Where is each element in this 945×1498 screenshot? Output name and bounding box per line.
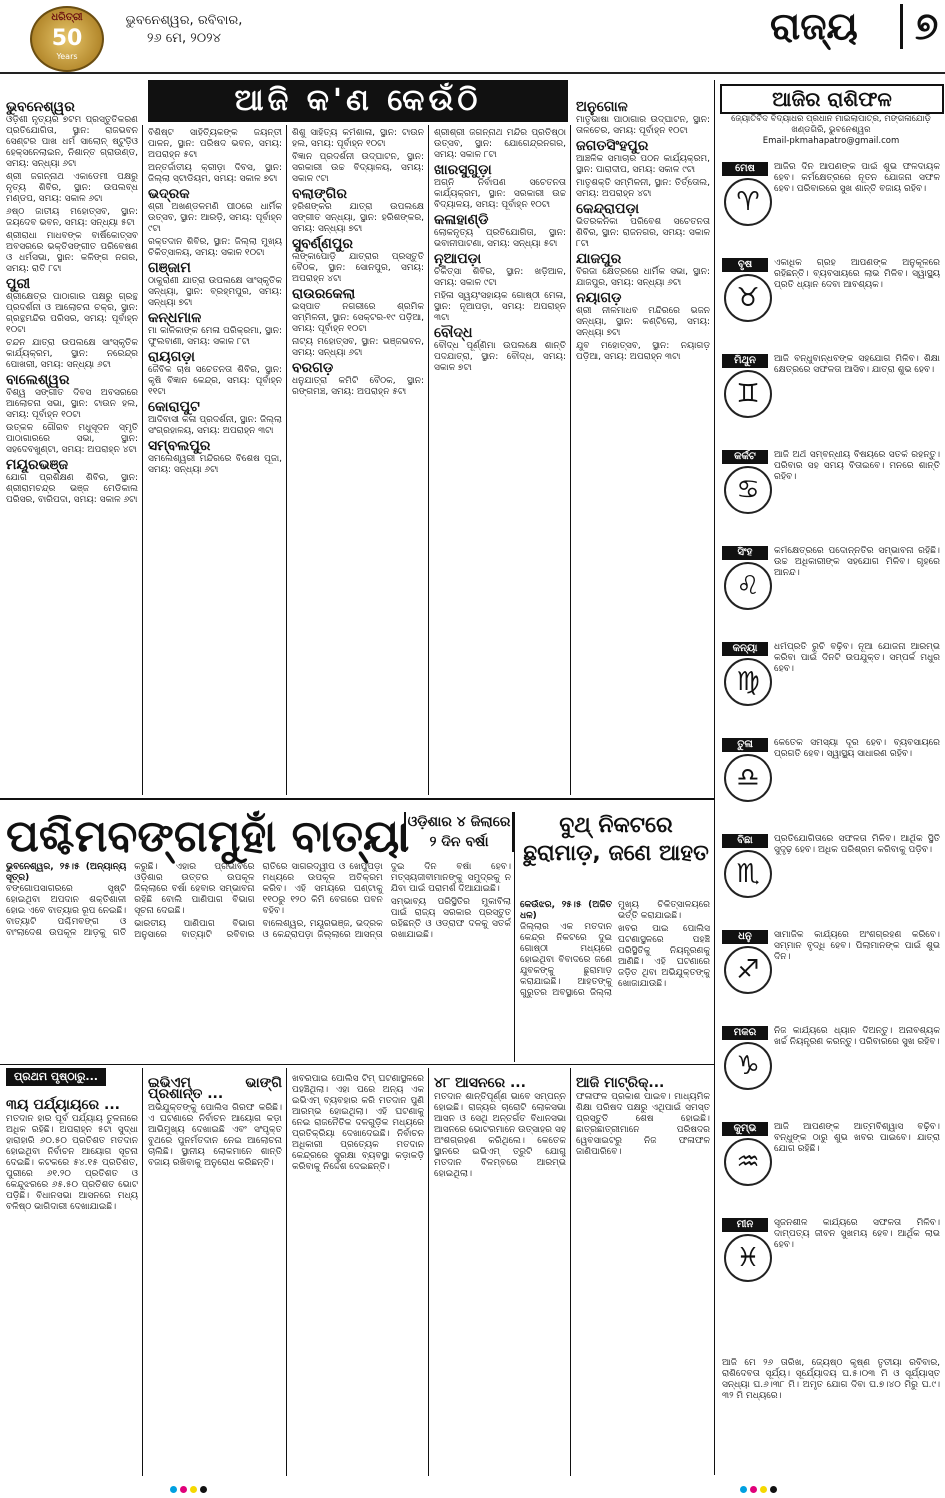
rashi-sign <box>722 354 940 448</box>
continuation-heading: ଇଭିଏମ୍ ଭାଙ୍ଗି ପ୍ରଶାନ୍ତ ... <box>148 1075 282 1102</box>
rashi-sign-name: ସିଂହ <box>722 546 768 560</box>
district-heading: ନୟାଗଡ଼ <box>576 290 622 306</box>
rashi-sign <box>722 258 940 352</box>
event-listing: ଯୁବ ମହୋତ୍ସବ, ସ୍ଥାନ: ନୟାଗଡ଼ ପଡ଼ିଆ, ସମୟ: ଅପରାହ୍ନ ୩ଟା <box>576 341 710 362</box>
rashi-prediction: କର୍ମକ୍ଷେତ୍ରରେ ପଦୋନ୍ନତିର ସମ୍ଭାବନା ରହିଛି। ଉଚ୍ଚ ଅଧିକାରୀଙ୍କ ସହଯୋଗ ମିଳିବ। ଗୃହରେ ଆନନ୍ଦ। <box>774 546 940 578</box>
event-listing: ଶିଶୁ ସାହିତ୍ୟ କର୍ମଶାଳା, ସ୍ଥାନ: ଟାଉନ ହଲ, ସମୟ: ପୂର୍ବାହ୍ନ ୧୦ଟା <box>292 128 424 149</box>
registration-dot <box>170 1486 177 1493</box>
continuation-text: ମତଦାନ ଶାନ୍ତିପୂର୍ଣ୍ଣ ଭାବେ ସମ୍ପନ୍ନ ହୋଇଛି। ରାଜ୍ୟର ଚାରୋଟି ଲୋକସଭା ଆସନ ଓ ସେଥି ଅନ୍ତର୍ଗତ ବିଧାନସଭା ଆସନରେ ଭୋଟରମାନେ ଉତ୍ସାହର ସହ ଅଂଶଗ୍ରହଣ କରିଥିଲେ। କେତେକ ସ୍ଥାନରେ ଇଭିଏମ୍ ତ୍ରୁଟି ଯୋଗୁ ମତଦାନ ବିଳମ୍ବରେ ଆରମ୍ଭ ହୋଇଥିଲା। <box>434 1092 566 1179</box>
clash-headline: ବୁଥ୍ ନିକଟରେ ଛୁରାମାଡ଼, ଜଣେ ଆହତ <box>523 813 709 866</box>
print-registration-bar <box>0 1480 945 1498</box>
district-heading: ପୁରୀ <box>6 276 31 292</box>
event-listing: ଶ୍ରୀ ଅଖଣ୍ଡଳମଣି ପୀଠରେ ଧାର୍ମିକ ଉତ୍ସବ, ସ୍ଥାନ: ଆରଡ଼ି, ସମୟ: ପୂର୍ବାହ୍ନ ୯ଟା <box>148 202 282 234</box>
event-listing: ଜୈବିକ ଚାଷ ସଚେତନତା ଶିବିର, ସ୍ଥାନ: କୃଷି ବିଜ୍ଞାନ କେନ୍ଦ୍ର, ସମୟ: ପୂର୍ବାହ୍ନ ୧୧ଟା <box>148 365 282 397</box>
event-listing: ଲୋକନୃତ୍ୟ ପ୍ରତିଯୋଗିତା, ସ୍ଥାନ: ଭବାନୀପାଟଣା, ସମୟ: ସନ୍ଧ୍ୟା ୫ଟା <box>434 228 566 249</box>
continuation-heading: ଆଜି ମାଟ୍ରିକ୍... <box>576 1075 665 1091</box>
district-heading: କେନ୍ଦ୍ରାପଡ଼ା <box>576 201 640 217</box>
event-listing: ୬ଷ୍ଠ ଜାତୀୟ ମହୋତ୍ସବ, ସ୍ଥାନ: ଜୟଦେବ ଭବନ, ସମୟ: ସନ୍ଧ୍ୟା ୫ଟା <box>6 207 138 228</box>
district-heading: ଅନୁଗୋଳ <box>576 99 628 115</box>
rashi-sign-name: କୁମ୍ଭ <box>722 1122 768 1136</box>
event-listing: ଲଙ୍କାପୋଡ଼ି ଯାତ୍ରାର ପ୍ରସ୍ତୁତି ବୈଠକ, ସ୍ଥାନ: ସୋନପୁର, ସମୟ: ଅପରାହ୍ନ ୪ଟା <box>292 252 424 284</box>
first-page-label: ପ୍ରଥମ ପୃଷ୍ଠାରୁ... <box>6 1068 106 1086</box>
event-listing: ହରିଶଙ୍କର ଯାତ୍ରା ଉପଲକ୍ଷେ ସଙ୍ଗୀତ ସନ୍ଧ୍ୟା, ସ୍ଥାନ: ହରିଶଙ୍କର, ସମୟ: ସନ୍ଧ୍ୟା ୭ଟା <box>292 202 424 234</box>
district-heading: ଯାଜପୁର <box>576 251 622 267</box>
event-listing: ବିରଜା କ୍ଷେତ୍ରରେ ଧାର୍ମିକ ସଭା, ସ୍ଥାନ: ଯାଜପୁର, ସମୟ: ସନ୍ଧ୍ୟା ୬ଟା <box>576 267 710 288</box>
event-listing: ବିଶିଷ୍ଟ ସାହିତ୍ୟିକଙ୍କ ଜୟନ୍ତୀ ପାଳନ, ସ୍ଥାନ: ପରିଷଦ ଭବନ, ସମୟ: ଅପରାହ୍ନ ୫ଟା <box>148 128 282 160</box>
rashi-sign-name: ମିଥୁନ <box>722 354 768 368</box>
zodiac-icon: ♌ <box>724 562 772 610</box>
registration-dot <box>770 1486 777 1493</box>
rashi-prediction: କେତେକ ସମସ୍ୟା ଦୂର ହେବ। ବ୍ୟବସାୟରେ ପ୍ରଗତି ହେବ। ସ୍ୱାସ୍ଥ୍ୟ ସାଧାରଣ ରହିବ। <box>774 738 940 759</box>
district-heading: ସୁବର୍ଣ୍ଣପୁର <box>292 236 353 252</box>
continuation-text: ଅଭିଯୁକ୍ତଙ୍କୁ ପୋଲିସ ଗିରଫ କରିଛି। ଏ ଘଟଣାରେ ନିର୍ବାଚନ ଆୟୋଗ କଡ଼ା ଆଭିମୁଖ୍ୟ ଦେଖାଇଛି ଏବଂ ସଂପୃକ୍ତ ବୁଥରେ ପୁନର୍ମତଦାନ ନେଇ ଆଲୋଚନା ଚାଲିଛି। ସ୍ଥାନୀୟ ଲୋକମାନେ ଶାନ୍ତି ବଜାୟ ରଖିବାକୁ ଅନୁରୋଧ କରିଛନ୍ତି। <box>148 1103 282 1168</box>
dateline <box>114 12 254 48</box>
logo-brand: ଧରିତ୍ରୀ <box>51 12 83 23</box>
events-column <box>6 98 138 793</box>
anniversary-logo <box>30 6 104 72</box>
district-heading: କଳାହାଣ୍ଡି <box>434 212 489 228</box>
district-heading: ବୌଦ୍ଧ <box>434 325 473 341</box>
event-listing: ଶ୍ରୀ ଜଗନ୍ନାଥ ଏକାଡେମୀ ପକ୍ଷରୁ ନୃତ୍ୟ ଶିବିର, ସ୍ଥାନ: ଉପଲବ୍ଧ ମଣ୍ଡପ, ସମୟ: ସକାଳ ୬ଟା <box>6 172 138 204</box>
rashi-prediction: ଧର୍ମପ୍ରତି ରୁଚି ବଢ଼ିବ। ନୂଆ ଯୋଜନା ଆରମ୍ଭ କରିବା ପାଇଁ ଦିନଟି ଉପଯୁକ୍ତ। ସମ୍ପର୍କ ମଧୁର ହେବ। <box>774 642 940 674</box>
rashi-sign <box>722 1218 940 1312</box>
event-listing: ମାତୃଭାଷା ପାଠାଗାର ଉଦ୍‌ଘାଟନ, ସ୍ଥାନ: ତାଳଚେର, ସମୟ: ପୂର୍ବାହ୍ନ ୧୦ଟା <box>576 115 710 136</box>
rashifal-author: ଜ୍ୟୋତିର୍ବିଦ ବିଦ୍ୟାଧର ପ୍ରଧାନ ମାଇଲାପାତ୍ର, ମଙ୍ଗଳାଯୋଡ଼ି ଖଣ୍ଡଗିରି, ଭୁବନେଶ୍ୱର <box>731 114 931 135</box>
rashi-prediction: ସାମାଜିକ କାର୍ଯ୍ୟରେ ଅଂଶଗ୍ରହଣ କରିବେ। ସମ୍ମାନ ବୃଦ୍ଧି ହେବ। ପିଲାମାନଙ୍କ ପାଇଁ ଶୁଭ ଦିନ। <box>774 930 940 962</box>
district-heading: କନ୍ଧମାଳ <box>148 310 202 326</box>
continuation-text: ଫଳାଫଳ ପ୍ରକାଶ ପାଇବ। ମାଧ୍ୟମିକ ଶିକ୍ଷା ପରିଷଦ ପକ୍ଷରୁ ଏଥିପାଇଁ ସମସ୍ତ ପ୍ରସ୍ତୁତି ଶେଷ ହୋଇଛି। ଛାତ୍ରଛାତ୍ରୀମାନେ ପରିଷଦର ୱେବସାଇଟରୁ ନିଜ ଫଳାଫଳ ଜାଣିପାରିବେ। <box>576 1092 710 1157</box>
panjika: ଆଜି ମେ ୨୬ ତାରିଖ, ଜ୍ୟେଷ୍ଠ କୃଷ୍ଣ ତୃତୀୟା ରବିବାର, ରାଶିଦେବତା ସୂର୍ଯ୍ୟ। ସୂର୍ଯ୍ୟୋଦୟ ଘ.୫।୦୩ ମି ଓ ସୂର୍ଯ୍ୟାସ୍ତ ସନ୍ଧ୍ୟା ଘ.୬।୩୮ ମି। ଅମୃତ ଯୋଗ ଦିବା ଘ.୭।୪୦ ମିରୁ ଘ.୯।୩୨ ମି ମଧ୍ୟରେ। <box>722 1358 940 1401</box>
rashi-sign <box>722 930 940 1024</box>
rashi-sign <box>722 642 940 736</box>
rashi-sign-name: ବୃଷ <box>722 258 768 272</box>
district-heading: ବରଗଡ଼ <box>292 360 334 376</box>
rashi-prediction: ଆଜି ବନ୍ଧୁବାନ୍ଧବଙ୍କ ସହଯୋଗ ମିଳିବ। ଶିକ୍ଷା କ୍ଷେତ୍ରରେ ସଫଳତା ଆସିବ। ଯାତ୍ରା ଶୁଭ ହେବ। <box>774 354 940 375</box>
continuation-column <box>292 1074 424 1476</box>
event-listing: ଅଗ୍ନି ନିର୍ବାପଣ ସଚେତନତା କାର୍ଯ୍ୟକ୍ରମ, ସ୍ଥାନ: ସରକାରୀ ଉଚ୍ଚ ବିଦ୍ୟାଳୟ, ସମୟ: ପୂର୍ବାହ୍ନ ୧୦ଟା <box>434 178 566 210</box>
event-listing: ଶ୍ରୀକ୍ଷେତ୍ର ପାଠାଗାର ପକ୍ଷରୁ ଗ୍ରନ୍ଥ ପ୍ରଦର୍ଶନୀ ଓ ଆଲୋଚନା ଚକ୍ର, ସ୍ଥାନ: ଗ୍ରନ୍ଥମନ୍ଦିର ପରିସର, ସମୟ: ପୂର୍ବାହ୍ନ ୧୦ଟା <box>6 292 138 335</box>
dateline-date: ୨୬ ମେ, ୨୦୨୪ <box>147 31 221 46</box>
rashi-sign <box>722 1026 940 1120</box>
district-heading: ଭଦ୍ରକ <box>148 186 190 202</box>
zodiac-icon: ♉ <box>724 274 772 322</box>
event-listing: ସମଲେଶ୍ୱରୀ ମନ୍ଦିରରେ ବିଶେଷ ପୂଜା, ସମୟ: ସନ୍ଧ୍ୟା ୬ଟା <box>148 454 282 475</box>
storm-subhead: ଓଡ଼ିଶାର ୪ ଜିଲାରେ ୨ ଦିନ ବର୍ଷା <box>404 812 514 852</box>
event-listing: ବିଶ୍ୱ ସଙ୍ଗୀତ ଦିବସ ଅବସରରେ ଆଲୋଚନା ସଭା, ସ୍ଥାନ: ଟାଉନ ହଲ, ସମୟ: ପୂର୍ବାହ୍ନ ୧୦ଟା <box>6 388 138 420</box>
logo-number: 50 <box>51 26 83 51</box>
clash-dateline: କେଉଁଝର, ୨୫।୫ (ଅଜିତ ଧଳ) <box>520 900 612 921</box>
district-heading: ଜଗତସିଂହପୁର <box>576 138 649 154</box>
district-heading: ନୂଆପଡ଼ା <box>434 251 482 267</box>
zodiac-icon: ♍ <box>724 658 772 706</box>
continuation-text: ମତଦାନ ହାର ପୂର୍ବ ପର୍ଯ୍ୟାୟ ତୁଳନାରେ ଅଧିକ ରହିଛି। ଅପରାହ୍ନ ୫ଟା ସୁଦ୍ଧା ହାରାହାରି ୬୦.୫୦ ପ୍ରତିଶତ ମତଦାନ ହୋଇଥିବା ନିର୍ବାଚନ ଆୟୋଗ ସୂଚନା ଦେଇଛି। କଟକରେ ୫୪.୧୫ ପ୍ରତିଶତ, ପୁରୀରେ ୬୧.୨୦ ପ୍ରତିଶତ ଓ କେନ୍ଦୁଝରରେ ୬୫.୫୦ ପ୍ରତିଶତ ଭୋଟ ପଡ଼ିଛି। ବିଧାନସଭା ଆସନରେ ମଧ୍ୟ ବଳିଷ୍ଠ ଭାଗିଦାରୀ ଦେଖାଯାଇଛି। <box>6 1114 138 1212</box>
events-column <box>576 98 710 793</box>
district-heading: ବାଲେଶ୍ୱର <box>6 372 70 388</box>
event-listing: ମାତୃଶକ୍ତି ସମ୍ମିଳନୀ, ସ୍ଥାନ: ତିର୍ତ୍ତୋଲ, ସମୟ: ଅପରାହ୍ନ ୪ଟା <box>576 178 710 199</box>
event-listing: ମା କାଳିକାଙ୍କ ମେଳା ପରିକ୍ରମା, ସ୍ଥାନ: ଫୁଲବାଣୀ, ସମୟ: ସକାଳ ୮ଟା <box>148 326 282 347</box>
event-listing: ଠାକୁରାଣୀ ଯାତ୍ରା ଉପଲକ୍ଷେ ସାଂସ୍କୃତିକ ସନ୍ଧ୍ୟା, ସ୍ଥାନ: ବ୍ରହ୍ମପୁର, ସମୟ: ସନ୍ଧ୍ୟା ୭ଟା <box>148 276 282 308</box>
event-listing: ରକ୍ତଦାନ ଶିବିର, ସ୍ଥାନ: ଜିଲ୍ଲା ମୁଖ୍ୟ ଚିକିତ୍ସାଳୟ, ସମୟ: ସକାଳ ୧୦ଟା <box>148 237 282 258</box>
rashi-prediction: ଆଜି ଅର୍ଥ ସମ୍ବନ୍ଧୀୟ ବିଷୟରେ ସତର୍କ ରହନ୍ତୁ। ପରିବାର ସହ ସମୟ ବିତାଇବେ। ମନରେ ଶାନ୍ତି ରହିବ। <box>774 450 940 482</box>
event-listing: ଚନ୍ଦନ ଯାତ୍ରା ଉପଲକ୍ଷେ ସାଂସ୍କୃତିକ କାର୍ଯ୍ୟକ୍ରମ, ସ୍ଥାନ: ନରେନ୍ଦ୍ର ପୋଖରୀ, ସମୟ: ସନ୍ଧ୍ୟା ୬ଟା <box>6 338 138 370</box>
storm-dateline: ଭୁବନେଶ୍ୱର, ୨୫।୫ (ଅନ୍ୟାନ୍ୟ ସୂତ୍ର) <box>6 862 127 883</box>
rashi-prediction: ସୃଜନଶୀଳ କାର୍ଯ୍ୟରେ ସଫଳତା ମିଳିବ। ଦାମ୍ପତ୍ୟ ଜୀବନ ସୁଖମୟ ହେବ। ଆର୍ଥିକ ଲାଭ ହେବ। <box>774 1218 940 1250</box>
registration-dot <box>740 1486 747 1493</box>
event-listing: ଇସ୍ପାତ ନଗରୀରେ ଶ୍ରମିକ ସମ୍ମିଳନୀ, ସ୍ଥାନ: ସେକ୍ଟର-୧୯ ପଡ଼ିଆ, ସମୟ: ପୂର୍ବାହ୍ନ ୧୦ଟା <box>292 302 424 334</box>
registration-dot <box>190 1486 197 1493</box>
dateline-place-day: ଭୁବନେଶ୍ୱର, ରବିବାର, <box>125 13 243 28</box>
registration-dot <box>760 1486 767 1493</box>
event-listing: ଭିତରକନିକା ପରିବେଶ ସଚେତନତା ଶିବିର, ସ୍ଥାନ: ରାଜନଗର, ସମୟ: ସକାଳ ୮ଟା <box>576 217 710 249</box>
event-listing: ଓଡ଼ିଶୀ ନୃତ୍ୟର ୭ଟମ ପ୍ରସ୍ତୁତିକରଣ ପ୍ରତିଯୋଗିତା, ସ୍ଥାନ: ରାଜଭବନ ସେଣ୍ଟର ପାଖ ଧର୍ମ ସାଲୋନ୍ ଷ୍ଟୁଡ଼ିଓ ହେକ୍ସନେଲାଇନ, ନିଶାନ୍ତ ଗ୍ରାଉଣ୍ଡ, ସମୟ: ସନ୍ଧ୍ୟା ୬ଟା <box>6 115 138 169</box>
district-heading: ବଲାଙ୍ଗିର <box>292 186 347 202</box>
storm-headline: ପଶ୍ଚିମବଙ୍ଗମୁହାଁ ବାତ୍ୟା <box>6 811 410 862</box>
rashi-prediction: ପ୍ରତିଯୋଗିତାରେ ସଫଳତା ମିଳିବ। ଆର୍ଥିକ ସ୍ଥିତି ସୁଦୃଢ଼ ହେବ। ଅଧିକ ପରିଶ୍ରମ କରିବାକୁ ପଡ଼ିବ। <box>774 834 940 855</box>
zodiac-icon: ♒ <box>724 1138 772 1186</box>
district-heading: ରାଉରକେଲା <box>292 286 356 302</box>
rashifal-header: ଆଜିର ରାଶିଫଳ <box>720 84 944 114</box>
zodiac-icon: ♊ <box>724 370 772 418</box>
event-listing: ଆଦିବାସୀ କଳା ପ୍ରଦର୍ଶନୀ, ସ୍ଥାନ: ଜିଲ୍ଲା ସଂଗ୍ରହାଳୟ, ସମୟ: ଅପରାହ୍ନ ୩ଟା <box>148 415 282 436</box>
zodiac-icon: ♐ <box>724 946 772 994</box>
story-paragraph: ଜିଲ୍ଲାର ଏକ ମତଦାନ କେନ୍ଦ୍ର ନିକଟରେ ଦୁଇ ଗୋଷ୍ଠୀ ମଧ୍ୟରେ ହୋଇଥିବା ବିବାଦରେ ଜଣେ ଯୁବକଙ୍କୁ ଛୁରାମାଡ଼ କରାଯାଇଛି। ଆହତଙ୍କୁ ଗୁରୁତର ଅବସ୍ଥାରେ ଜିଲ୍ଲା ମୁଖ୍ୟ ଚିକିତ୍ସାଳୟରେ ଭର୍ତ୍ତି କରାଯାଇଛି। <box>520 900 710 998</box>
event-listing: ମହିଳା ସ୍ୱୟଂସହାୟକ ଗୋଷ୍ଠୀ ମେଳା, ସ୍ଥାନ: ନୂଆପଡ଼ା, ସମୟ: ଅପରାହ୍ନ ୩ଟା <box>434 291 566 323</box>
registration-dot <box>180 1486 187 1493</box>
rashi-sign-name: ବିଛା <box>722 834 768 848</box>
storm-story <box>6 862 511 1062</box>
continuation-heading: ୩ୟ ପର୍ଯ୍ୟାୟରେ ... <box>6 1097 120 1113</box>
district-heading: ମୟୂରଭଞ୍ଜ <box>6 457 69 473</box>
page-number: ୭ <box>900 4 938 49</box>
district-heading: ଖାରସୁଗୁଡ଼ା <box>434 162 492 178</box>
events-column <box>148 128 282 793</box>
zodiac-icon: ♓ <box>724 1234 772 1282</box>
continuation-column <box>6 1096 138 1476</box>
rashi-sign <box>722 834 940 928</box>
registration-dot <box>750 1486 757 1493</box>
section-title: ରାଜ୍ୟ <box>770 4 858 48</box>
zodiac-icon: ♎ <box>724 754 772 802</box>
event-listing: ଉତ୍କଳ ଗୌରବ ମଧୁସୂଦନ ସ୍ମୃତି ପାଠାଗାରରେ ସଭା, ସ୍ଥାନ: ସହଦେବଖୁଣ୍ଟା, ସମୟ: ଅପରାହ୍ନ ୪ଟା <box>6 423 138 455</box>
event-listing: ଅନ୍ତର୍ଜାତୀୟ କ୍ରୀଡ଼ା ଦିବସ, ସ୍ଥାନ: ଜିଲ୍ଲା ସ୍ଟାଡିୟମ, ସମୟ: ସକାଳ ୭ଟା <box>148 163 282 184</box>
zodiac-icon: ♏ <box>724 850 772 898</box>
event-listing: ଧନୁଯାତ୍ରା କମିଟି ବୈଠକ, ସ୍ଥାନ: ରଙ୍ଗମଞ୍ଚ, ସମୟ: ଅପରାହ୍ନ ୫ଟା <box>292 376 424 397</box>
rashi-prediction: ଆଜିର ଦିନ ଆପଣଙ୍କ ପାଇଁ ଶୁଭ ଫଳଦାୟକ ହେବ। କର୍ମକ୍ଷେତ୍ରରେ ନୂତନ ଯୋଜନା ସଫଳ ହେବ। ପରିବାରରେ ସୁଖ ଶାନ୍ତି ବଜାୟ ରହିବ। <box>774 162 940 194</box>
events-column <box>292 128 424 793</box>
district-heading: ରାୟଗଡ଼ା <box>148 349 195 365</box>
event-listing: ଯୋଗ ପ୍ରଶିକ୍ଷଣ ଶିବିର, ସ୍ଥାନ: ଶ୍ରୀରାମଚନ୍ଦ୍ର ଭଞ୍ଜ ମେଡିକାଲ ପରିସର, ବାରିପଦା, ସମୟ: ସକାଳ ୬ଟା <box>6 473 138 505</box>
rashi-sign-name: ମୀନ <box>722 1218 768 1232</box>
events-banner: ଆଜି କ'ଣ କେଉଁଠି <box>148 80 568 122</box>
event-listing: ବୌଦ୍ଧ ପୂର୍ଣ୍ଣିମା ଉପଲକ୍ଷେ ଶାନ୍ତି ପଦଯାତ୍ରା, ସ୍ଥାନ: ବୌଦ୍ଧ, ସମୟ: ସକାଳ ୭ଟା <box>434 341 566 373</box>
rashi-sign <box>722 450 940 544</box>
rashi-sign-name: ମେଷ <box>722 162 768 176</box>
story-paragraph: ବାଲେଶ୍ୱର, ମୟୂରଭଞ୍ଜ, ଭଦ୍ରକ ଓ କେନ୍ଦ୍ରାପଡ଼ା ଜିଲ୍ଲାରେ ଆସନ୍ତା ଦୁଇ ଦିନ ବର୍ଷା ହେବ। ମତ୍ସ୍ୟଜୀବୀମାନଙ୍କୁ ସମୁଦ୍ରକୁ ନ ଯିବା ପାଇଁ ପରାମର୍ଶ ଦିଆଯାଇଛି। <box>262 862 511 940</box>
clash-story <box>520 900 710 1062</box>
event-listing: ଶ୍ରୀ ନୀଳମାଧବ ମନ୍ଦିରରେ ଭଜନ ସନ୍ଧ୍ୟା, ସ୍ଥାନ: କଣ୍ଟିଲୋ, ସମୟ: ସନ୍ଧ୍ୟା ୭ଟା <box>576 306 710 338</box>
rashi-sign <box>722 738 940 832</box>
rashi-prediction: ନିଜ କାର୍ଯ୍ୟରେ ଧ୍ୟାନ ଦିଅନ୍ତୁ। ଅନାବଶ୍ୟକ ଖର୍ଚ୍ଚ ନିୟନ୍ତ୍ରଣ କରନ୍ତୁ। ପରିବାରରେ ସୁଖ ରହିବ। <box>774 1026 940 1047</box>
logo-years: Years <box>56 52 78 61</box>
rashifal-byline <box>722 114 940 147</box>
district-heading: ଭୁବନେଶ୍ୱର <box>6 99 75 115</box>
rashi-prediction: ଆଜି ଆପଣଙ୍କ ଆତ୍ମବିଶ୍ୱାସ ବଢ଼ିବ। ବନ୍ଧୁଙ୍କ ଠାରୁ ଶୁଭ ଖବର ପାଇବେ। ଯାତ୍ରା ଯୋଗ ରହିଛି। <box>774 1122 940 1154</box>
rashi-sign-name: କନ୍ୟା <box>722 642 768 656</box>
event-listing: ଶ୍ରୀରାଧା ମାଧବଙ୍କ ବାର୍ଷିକୋତ୍ସବ ଅବସରରେ ଭକ୍ତିସଙ୍ଗୀତ ପରିବେଷଣ ଓ ଧର୍ମସଭା, ସ୍ଥାନ: କଳିଙ୍ଗ ନଗର, ସମୟ: ରାତି ୮ଟା <box>6 231 138 274</box>
rashi-sign-name: ମକର <box>722 1026 768 1040</box>
district-heading: ସମ୍ବଲପୁର <box>148 438 211 454</box>
story-paragraph: ବଙ୍ଗୋପସାଗରରେ ସୃଷ୍ଟି ହୋଇଥିବା ଅପଦାନ ଶକ୍ତିଶାଳୀ ହୋଇ ଏବେ ବାତ୍ୟାର ରୂପ ନେଇଛି। ବାତ୍ୟାଟି ପଶ୍ଚିମବଙ୍ଗ ଓ ବାଂଲାଦେଶ ଉପକୂଳ ଆଡ଼କୁ ଗତି କରୁଛି। ଏହାର ପ୍ରଭାବରେ ଓଡ଼ିଶାର ଉତ୍ତର ଉପକୂଳ ଜିଲ୍ଲାରେ ବର୍ଷା ହେବାର ସମ୍ଭାବନା ରହିଛି ବୋଲି ପାଣିପାଗ ବିଭାଗ ସୂଚନା ଦେଇଛି। <box>6 862 255 938</box>
continuation-column <box>148 1074 282 1476</box>
rashi-sign-name: ତୁଳା <box>722 738 768 752</box>
continuation-column <box>434 1074 566 1476</box>
events-column <box>434 128 566 793</box>
story-paragraph: ସମ୍ଭାବ୍ୟ ପରିସ୍ଥିତିର ମୁକାବିଲା ପାଇଁ ରାଜ୍ୟ ସରକାର ପ୍ରସ୍ତୁତ ରହିଛନ୍ତି ଓ ଓଡ୍ରାଫ ଦଳକୁ ସତର୍କ ରଖାଯାଇଛି। <box>390 897 511 940</box>
zodiac-icon: ♋ <box>724 466 772 514</box>
event-listing: ଶ୍ରୀଶ୍ରୀ ଜଗନ୍ନାଥ ମନ୍ଦିର ପ୍ରତିଷ୍ଠା ଉତ୍ସବ, ସ୍ଥାନ: ଯୋଗେନ୍ଦ୍ରନଗର, ସମୟ: ସକାଳ ୮ଟା <box>434 128 566 160</box>
rashi-sign-name: ଧନୁ <box>722 930 768 944</box>
zodiac-icon: ♑ <box>724 1042 772 1090</box>
event-listing: ବିଜ୍ଞାନ ପ୍ରଦର୍ଶନୀ ଉଦ୍‌ଘାଟନ, ସ୍ଥାନ: ସରକାରୀ ଉଚ୍ଚ ବିଦ୍ୟାଳୟ, ସମୟ: ସକାଳ ୯ଟା <box>292 152 424 184</box>
registration-dot <box>200 1486 207 1493</box>
rashifal-email: Email-pkmahapatro@gmail.com <box>762 136 900 146</box>
continuation-heading: ୪୮ ଆସନରେ ... <box>434 1075 526 1091</box>
rashi-sign <box>722 546 940 640</box>
continuation-column <box>576 1074 710 1476</box>
masthead <box>0 0 945 74</box>
event-listing: ନାଟ୍ୟ ମହୋତ୍ସବ, ସ୍ଥାନ: ଭଞ୍ଜଭବନ, ସମୟ: ସନ୍ଧ୍ୟା ୬ଟା <box>292 337 424 358</box>
event-listing: ଚିକିତ୍ସା ଶିବିର, ସ୍ଥାନ: ଖଡ଼ିଆଳ, ସମୟ: ସକାଳ ୯ଟା <box>434 267 566 288</box>
event-listing: ଆଞ୍ଚଳିକ ସମାଚାର ପଠନ କାର୍ଯ୍ୟକ୍ରମ, ସ୍ଥାନ: ପାରାଦୀପ, ସମୟ: ସକାଳ ୯ଟା <box>576 154 710 175</box>
rashi-prediction: ଏକାଧିକ ଗ୍ରହ ଆପଣଙ୍କ ଅନୁକୂଳରେ ରହିଛନ୍ତି। ବ୍ୟବସାୟରେ ଲାଭ ମିଳିବ। ସ୍ୱାସ୍ଥ୍ୟ ପ୍ରତି ଧ୍ୟାନ ଦେବା ଆବଶ୍ୟକ। <box>774 258 940 290</box>
rashi-sign <box>722 162 940 256</box>
district-heading: ଗଞ୍ଜାମ <box>148 260 191 276</box>
continuation-text: ଖବରପାଇ ପୋଲିସ ଟିମ୍ ଘଟଣାସ୍ଥଳରେ ପହଞ୍ଚିଥିଲା। ଏହା ପରେ ଅନ୍ୟ ଏକ ଇଭିଏମ୍ ବ୍ୟବହାର କରି ମତଦାନ ପୁଣି ଆରମ୍ଭ ହୋଇଥିଲା। ଏହି ଘଟଣାକୁ ନେଇ ରାଜନୈତିକ ଦଳଗୁଡ଼ିକ ମଧ୍ୟରେ ପ୍ରତିକ୍ରିୟା ଦେଖାଦେଇଛି। ନିର୍ବାଚନ ଅଧିକାରୀ ପ୍ରତ୍ୟେକ ମତଦାନ କେନ୍ଦ୍ରରେ ସୁରକ୍ଷା ବ୍ୟବସ୍ଥା କଡ଼ାକଡ଼ି କରିବାକୁ ନିର୍ଦ୍ଦେଶ ଦେଇଛନ୍ତି। <box>292 1074 424 1172</box>
rashi-sign-name: କର୍କଟ <box>722 450 768 464</box>
story-paragraph: ଖବର ପାଇ ପୋଲିସ ଘଟଣାସ୍ଥଳରେ ପହଞ୍ଚି ପରିସ୍ଥିତିକୁ ନିୟନ୍ତ୍ରଣକୁ ଆଣିଛି। ଏହି ଘଟଣାରେ ଜଡ଼ିତ ଥିବା ଅଭିଯୁକ୍ତଙ୍କୁ ଖୋଜାଯାଉଛି। <box>618 924 710 989</box>
zodiac-icon: ♈ <box>724 178 772 226</box>
rashi-sign <box>722 1122 940 1216</box>
story-paragraph: ଭାରତୀୟ ପାଣିପାଗ ବିଭାଗ ଅନୁସାରେ ବାତ୍ୟାଟି ରବିବାର ରାତିରେ ସାଗରଦ୍ୱୀପ ଓ ଖେପୁପଡ଼ା ମଧ୍ୟରେ ଉପକୂଳ ଅତିକ୍ରମ କରିବ। ଏହି ସମୟରେ ଘଣ୍ଟାକୁ ୧୧୦ରୁ ୧୨୦ କିମି ବେଗରେ ପବନ ବହିବ। <box>134 862 383 940</box>
district-heading: କୋରାପୁଟ <box>148 399 200 415</box>
